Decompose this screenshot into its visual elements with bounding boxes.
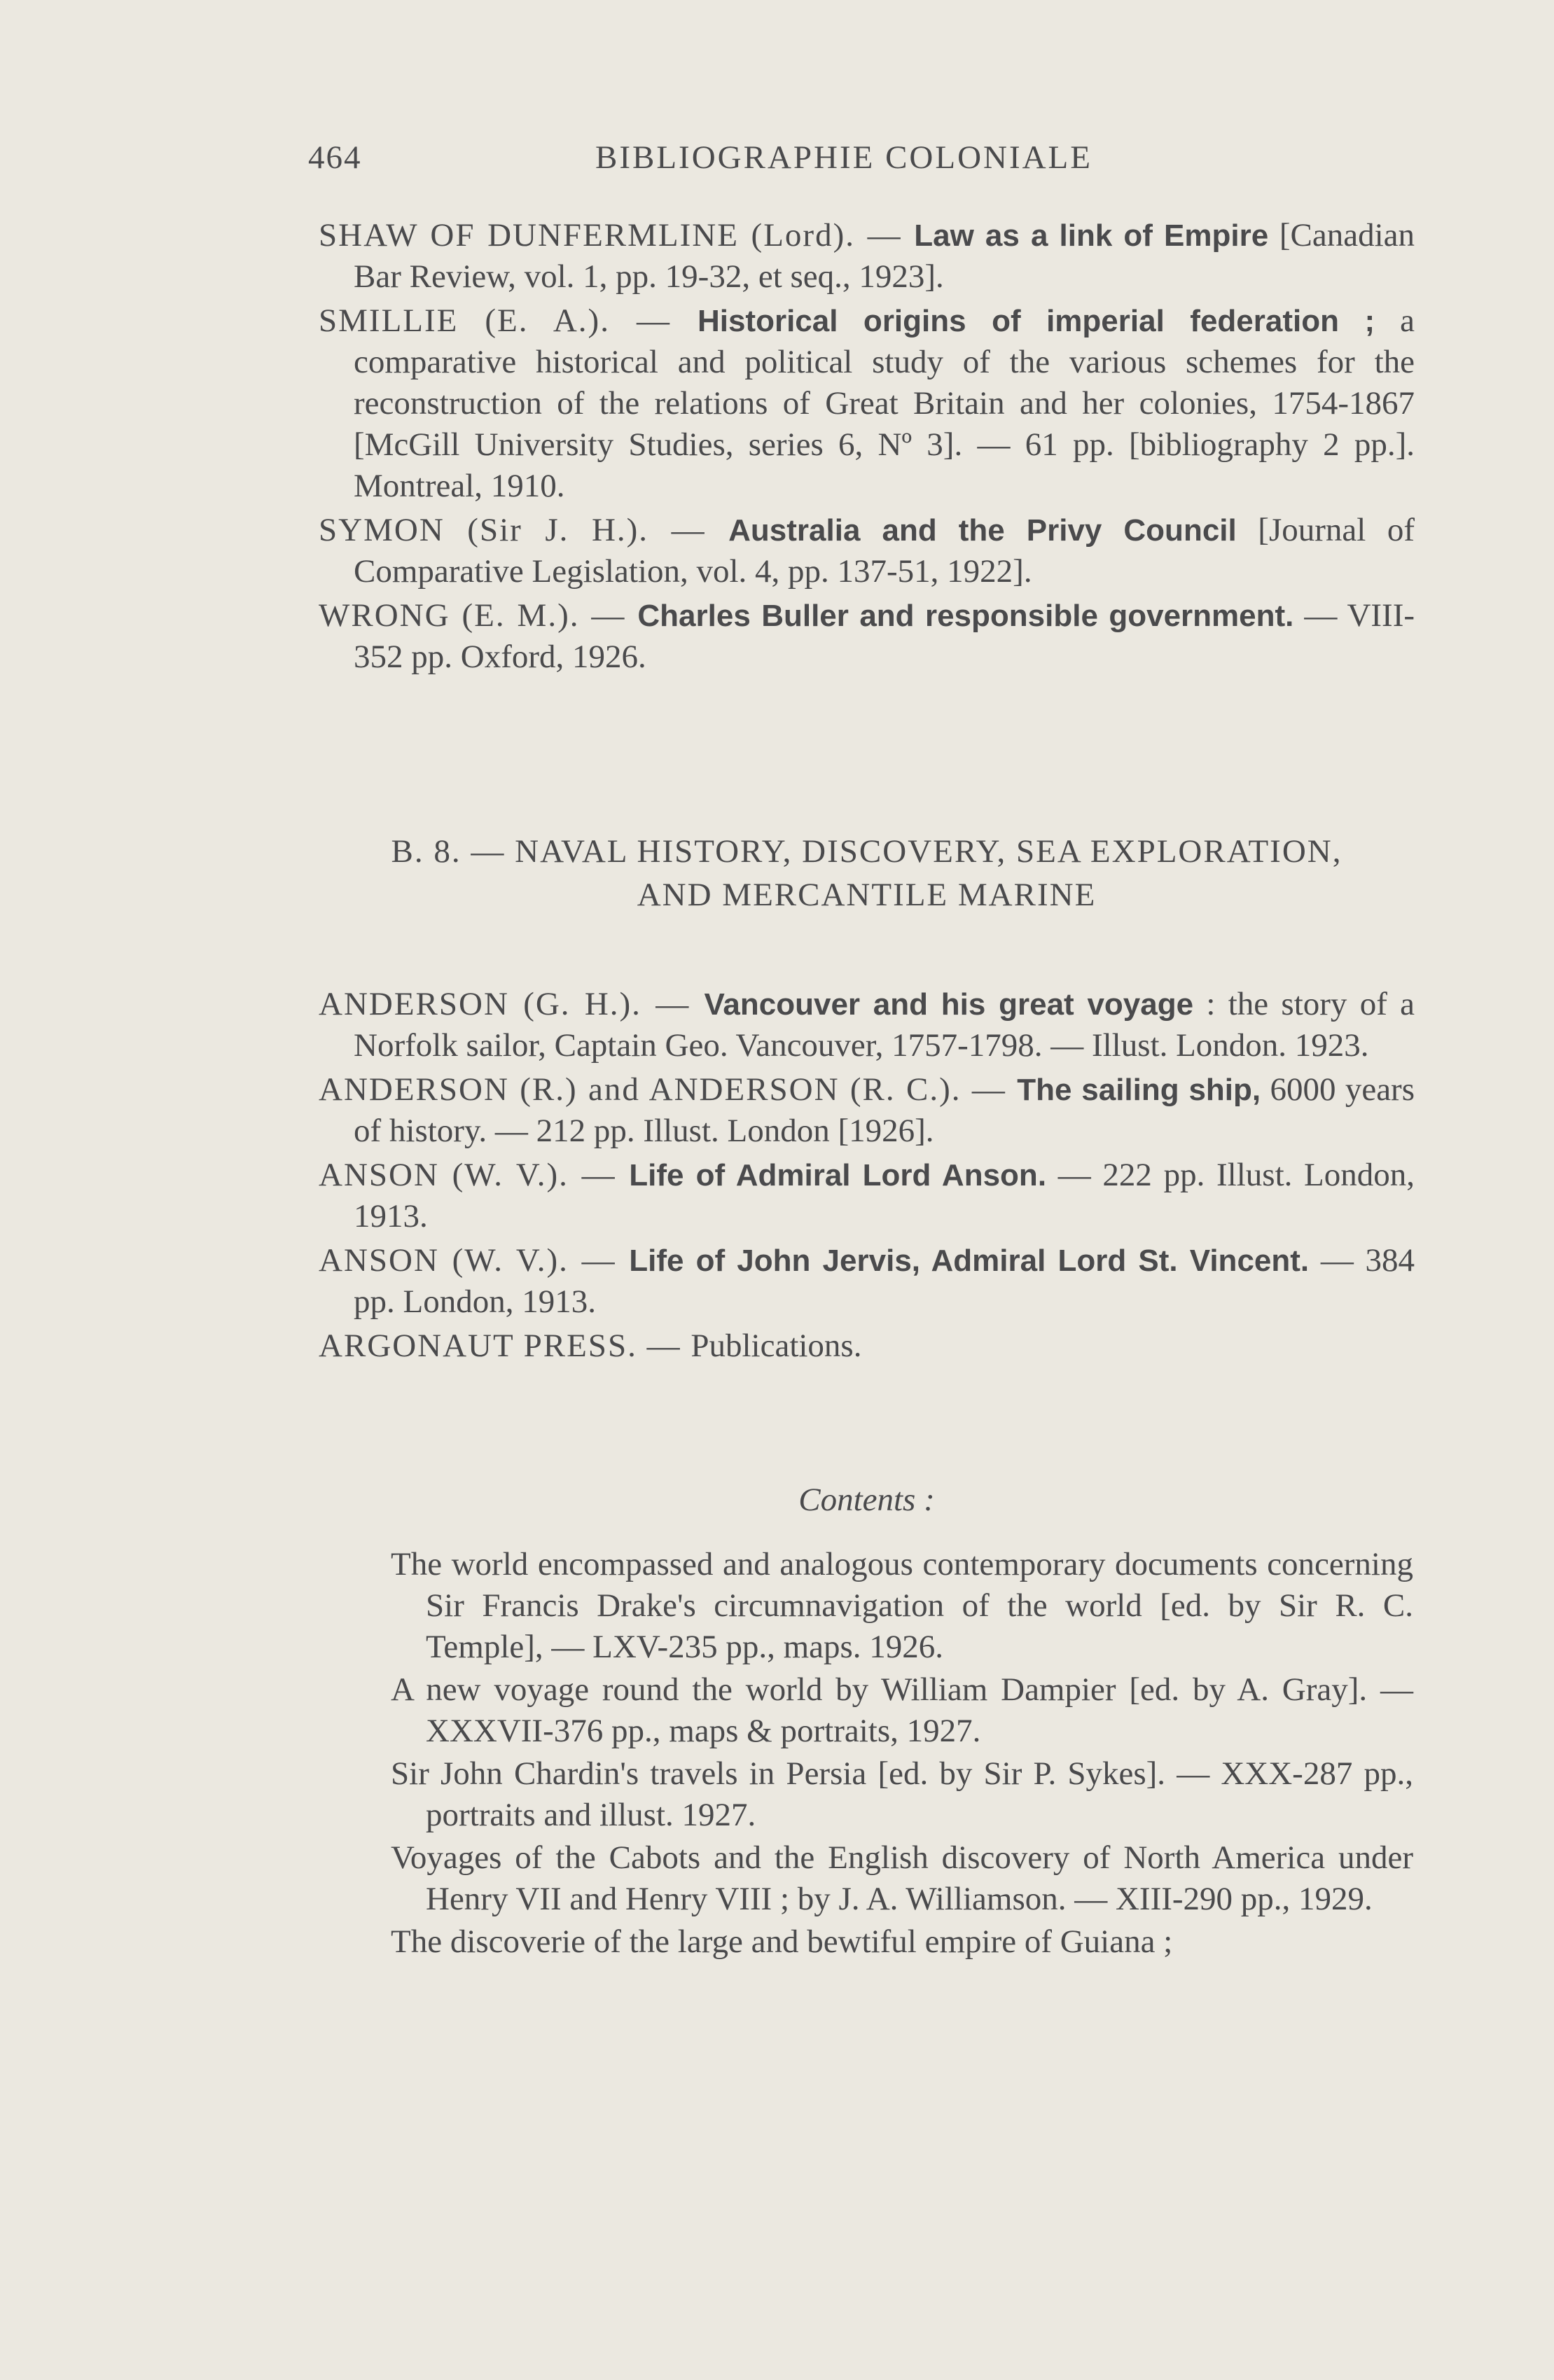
section-heading-line1: B. 8. — NAVAL HISTORY, DISCOVERY, SEA EXPLORATION, [391, 833, 1343, 870]
bibliography-entries-top [319, 215, 1415, 681]
bibliography-entry [319, 595, 1415, 678]
page-header [308, 137, 1415, 186]
entry-details: — VIII-352 pp. Oxford, 1926. [354, 597, 1415, 675]
entry-author: ARGONAUT PRESS. — [319, 1328, 691, 1364]
entry-author: WRONG (E. M.). — [319, 597, 638, 634]
entry-title: Law as a link of Empire [914, 218, 1269, 253]
entry-details: : the story of a Norfolk sailor, Captain Geo. Vancouver, 1757-1798. — Illust. London. 1923. [354, 986, 1415, 1064]
entry-details: [Canadian Bar Review, vol. 1, pp. 19-32, et seq., 1923]. [354, 217, 1415, 295]
running-title: BIBLIOGRAPHIE COLONIALE [595, 139, 1092, 176]
entry-author: SHAW OF DUNFERMLINE (Lord). — [319, 217, 915, 253]
bibliography-entry [319, 300, 1415, 507]
contents-list [391, 1544, 1413, 1964]
entry-title: Life of Admiral Lord Anson. [629, 1158, 1047, 1192]
entry-title: The sailing ship, [1017, 1073, 1261, 1107]
entry-author: ANSON (W. V.). — [319, 1157, 630, 1193]
bibliography-entries-bottom [319, 984, 1415, 1370]
section-heading-line2: AND MERCANTILE MARINE [637, 877, 1097, 913]
entry-details: — 222 pp. Illust. London, 1913. [354, 1157, 1415, 1234]
entry-title: Vancouver and his great voyage [704, 987, 1194, 1022]
entry-title: Charles Buller and responsible government. [637, 599, 1294, 633]
contents-item: A new voyage round the world by William Dampier [ed. by A. Gray]. — XXXVII-376 pp., maps & portraits, 1927. [391, 1671, 1413, 1749]
entry-details: Publications. [691, 1328, 862, 1364]
contents-item: The discoverie of the large and bewtiful empire of Guiana ; [391, 1923, 1173, 1960]
contents-item: Voyages of the Cabots and the English discovery of North America under Henry VII and Henry VIII ; by J. A. Williamson. — XIII-290 pp., 1929. [391, 1839, 1413, 1917]
section-heading [319, 830, 1415, 917]
entry-author: ANDERSON (G. H.). — [319, 986, 705, 1022]
entry-title: Life of John Jervis, Admiral Lord St. Vincent. [629, 1244, 1310, 1278]
entry-details: — 384 pp. London, 1913. [354, 1242, 1415, 1320]
bibliography-entry [319, 1240, 1415, 1323]
entry-title: Australia and the Privy Council [728, 513, 1237, 548]
bibliography-entry [319, 510, 1415, 592]
bibliography-entry [319, 1155, 1415, 1237]
bibliography-entry [319, 984, 1415, 1066]
contents-label: Contents : [798, 1482, 935, 1518]
entry-author: ANDERSON (R.) and ANDERSON (R. C.). — [319, 1071, 1018, 1108]
bibliography-entry [319, 1069, 1415, 1152]
entry-details: a comparative historical and political study of the various schemes for the reconstruction of the relations of Great Britain and her colonies, 1754-1867 [McGill University Studies, series 6, Nº 3]. — 61 pp. [bibliography 2 pp.]. Montreal, 1910. [354, 302, 1415, 504]
page-number: 464 [308, 139, 362, 176]
contents-item: The world encompassed and analogous contemporary documents concerning Sir Francis Drake's circumnavigation of the world [ed. by Sir R. C. Temple], — LXV-235 pp., maps. 1926. [391, 1546, 1413, 1665]
bibliography-entry [319, 215, 1415, 298]
entry-author: SYMON (Sir J. H.). — [319, 512, 729, 548]
entry-details: [Journal of Comparative Legislation, vol. 4, pp. 137-51, 1922]. [354, 512, 1415, 590]
entry-author: ANSON (W. V.). — [319, 1242, 630, 1279]
entry-title: Historical origins of imperial federation ; [697, 304, 1375, 338]
entry-details: 6000 years of history. — 212 pp. Illust. London [1926]. [354, 1071, 1415, 1149]
contents-item: Sir John Chardin's travels in Persia [ed. by Sir P. Sykes]. — XXX-287 pp., portraits and illust. 1927. [391, 1755, 1413, 1833]
bibliography-entry [319, 1325, 1415, 1367]
entry-author: SMILLIE (E. A.). — [319, 302, 698, 339]
